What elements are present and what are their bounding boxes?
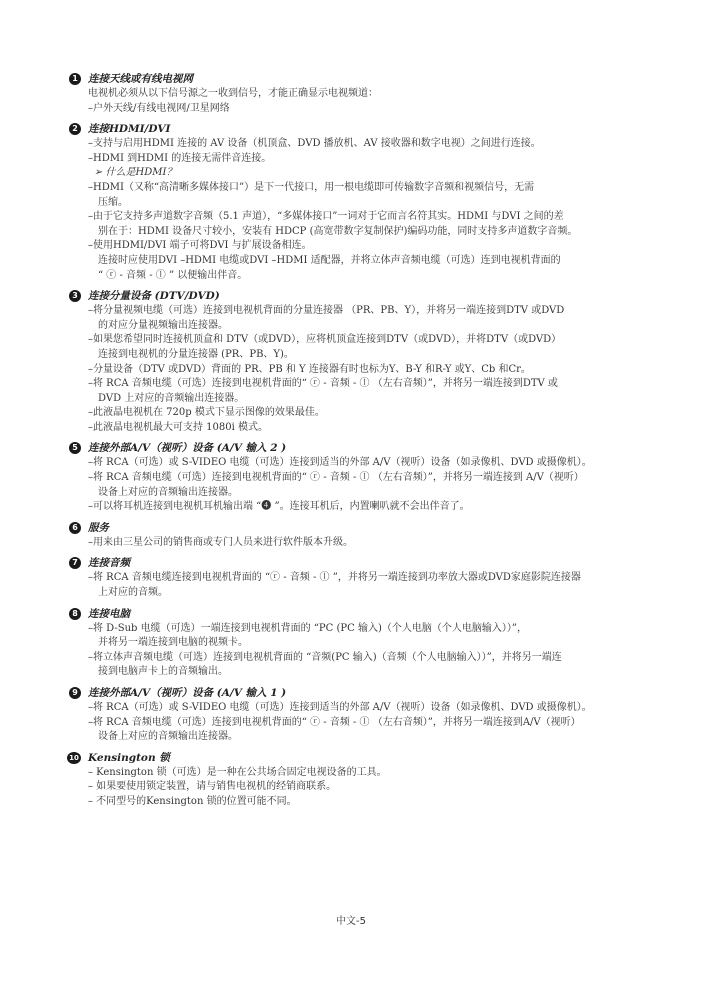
section-text-line: –将 RCA 音频电缆（可选）连接到电视机背面的“ ⓡ - 音频 - ⓛ （左右音频）”，并将另一端连接到A/V（视听） (88, 716, 581, 728)
section-text-line: –用来由三星公司的销售商或专门人员来进行软件版本升级。 (88, 536, 353, 548)
section-text-line: –可以将耳机连接到电视机耳机输出端 “❹ ”。连接耳机后，内置喇叭就不会出伴音了。 (88, 501, 470, 513)
section-title: 连接外部A/V（视听）设备 (A/V 输入 1 ) (88, 687, 287, 699)
section-text-line: 上对应的音频。 (98, 587, 168, 599)
section-1 (69, 72, 629, 116)
section-title: 连接HDMI/DVI (88, 123, 171, 136)
section-text-line: –将 RCA（可选）或 S-VIDEO 电缆（可选）连接到适当的外部 A/V（视听）设备（如录像机、DVD 或摄像机）。 (88, 457, 592, 469)
section-text-line: 设备上对应的音频输出连接器。 (98, 731, 238, 743)
section-3 (69, 289, 629, 435)
section-text-line: –使用HDMI/DVI 端子可将DVI 与扩展设备相连。 (88, 240, 312, 252)
section-text-line: –将 RCA 音频电缆（可选）连接到电视机背面的“ ⓡ - 音频 - ⓛ （左右音频）”，并将另一端连接到DTV 或 (88, 378, 558, 390)
section-title: Kensington 锁 (88, 751, 170, 764)
section-text-line: – 如果要使用锁定装置，请与销售电视机的经销商联系。 (88, 781, 337, 793)
section-title: 服务 (88, 521, 109, 534)
section-text-line: –由于它支持多声道数字音频（5.1 声道），“多媒体接口”一词对于它而言名符其实。HDMI 与DVI 之间的差 (88, 211, 564, 223)
section-text-line: –HDMI（又称“高清晰多媒体接口”）是下一代接口，用一根电缆即可传输数字音频和视频信号，无需 (88, 181, 535, 193)
section-title: 连接音频 (88, 557, 130, 570)
section-number-badge: 2 (69, 123, 81, 135)
section-text-line: 的对应分量视频输出连接器。 (98, 319, 228, 331)
section-text-line: 并将另一端连接到电脑的视频卡。 (98, 637, 248, 649)
section-number-badge: 6 (69, 522, 81, 534)
section-text-line: –将分量视频电缆（可选）连接到电视机背面的分量连接器 （PR、PB、Y），并将另一端连接到DTV 或DVD (88, 305, 565, 317)
section-text-line: –将 RCA（可选）或 S-VIDEO 电缆（可选）连接到适当的外部 A/V（视听）设备（如录像机、DVD 或摄像机）。 (88, 702, 592, 713)
section-8 (69, 607, 629, 680)
section-title: 连接分量设备 (DTV/DVD) (88, 290, 220, 303)
section-6 (69, 521, 629, 551)
section-text-line: 压缩。 (98, 196, 128, 208)
section-number-badge: 7 (69, 557, 81, 569)
section-5 (69, 441, 629, 514)
section-text-line: 电视机必须从以下信号源之一收到信号，才能正确显示电视频道： (88, 88, 378, 99)
section-text-line: –分量设备（DTV 或DVD）背面的 PR、PB 和 Y 连接器有时也标为Y、B-Y 和R-Y 或Y、Cb 和Cr。 (88, 363, 531, 375)
section-text-line: ➢ 什么是HDMI？ (94, 167, 177, 179)
section-7 (69, 556, 629, 600)
section-9 (69, 686, 629, 745)
section-text-line: 设备上对应的音频输出连接器。 (98, 486, 238, 498)
section-text-line: –支持与启用HDMI 连接的 AV 设备（机顶盒、DVD 播放机、AV 接收器和数字电视）之间进行连接。 (88, 138, 541, 150)
section-number-badge: 8 (69, 608, 81, 620)
section-text-line: 接到电脑声卡上的音频输出。 (98, 666, 228, 678)
section-text-line: DVD 上对应的音频输出连接器。 (98, 392, 245, 404)
section-text-line: 连接时应使用DVI –HDMI 电缆或DVI –HDMI 适配器，并将立体声音频电缆（可选）连到电视机背面的 (98, 254, 561, 266)
section-title: 连接天线或有线电视网 (88, 73, 193, 85)
section-text-line: –此液晶电视机在 720p 模式下显示图像的效果最佳。 (88, 407, 325, 419)
section-2 (69, 122, 629, 283)
section-title: 连接外部A/V（视听）设备 (A/V 输入 2 ) (88, 442, 287, 455)
section-text-line: – 不同型号的Kensington 锁的位置可能不同。 (88, 795, 297, 807)
section-text-line: 别在于：HDMI 设备尺寸较小，安装有 HDCP (高宽带数字复制保护)编码功能，同时支持多声道数字音频。 (98, 225, 578, 237)
section-text-line: 连接到电视机的分量连接器 (PR、PB、Y)。 (98, 348, 294, 360)
section-text-line: –将立体声音频电缆（可选）连接到电视机背面的 “音频(PC 输入)（音频（个人电脑输入））”，并将另一端连 (88, 651, 562, 663)
section-number-badge: 9 (69, 687, 81, 699)
page-number: 中文-5 (336, 916, 366, 927)
section-text-line: –如果您希望同时连接机顶盒和 DTV（或DVD），应将机顶盒连接到DTV（或DVD），并将DTV（或DVD） (88, 334, 562, 346)
section-title: 连接电脑 (88, 607, 130, 620)
section-text-line: –此液晶电视机最大可支持 1080i 模式。 (88, 421, 269, 433)
section-10 (69, 751, 629, 810)
section-text-line: –户外天线/有线电视网/卫星网络 (88, 102, 230, 114)
sections-container (69, 72, 629, 816)
section-text-line: –HDMI 到HDMI 的连接无需伴音连接。 (88, 152, 272, 164)
section-text-line: “ ⓡ - 音频 - ⓛ ” 以便输出伴音。 (98, 269, 248, 281)
section-number-badge: 3 (69, 290, 81, 302)
section-text-line: – Kensington 锁（可选）是一种在公共场合固定电视设备的工具。 (88, 766, 387, 778)
section-number-badge: 10 (67, 752, 81, 764)
section-text-line: –将 RCA 音频电缆连接到电视机背面的 “ⓡ - 音频 - ⓛ ”，并将另一端连接到功率放大器或DVD家庭影院连接器 (88, 572, 581, 584)
section-text-line: –将 RCA 音频电缆（可选）连接到电视机背面的“ ⓡ - 音频 - ⓛ （左右音频）”，并将另一端连接到 A/V（视听） (88, 472, 584, 484)
section-number-badge: 5 (69, 442, 81, 454)
section-text-line: –将 D-Sub 电缆（可选）一端连接到电视机背面的 “PC (PC 输入)（个人电脑（个人电脑输入））”， (88, 622, 527, 634)
section-number-badge: 1 (69, 73, 81, 85)
